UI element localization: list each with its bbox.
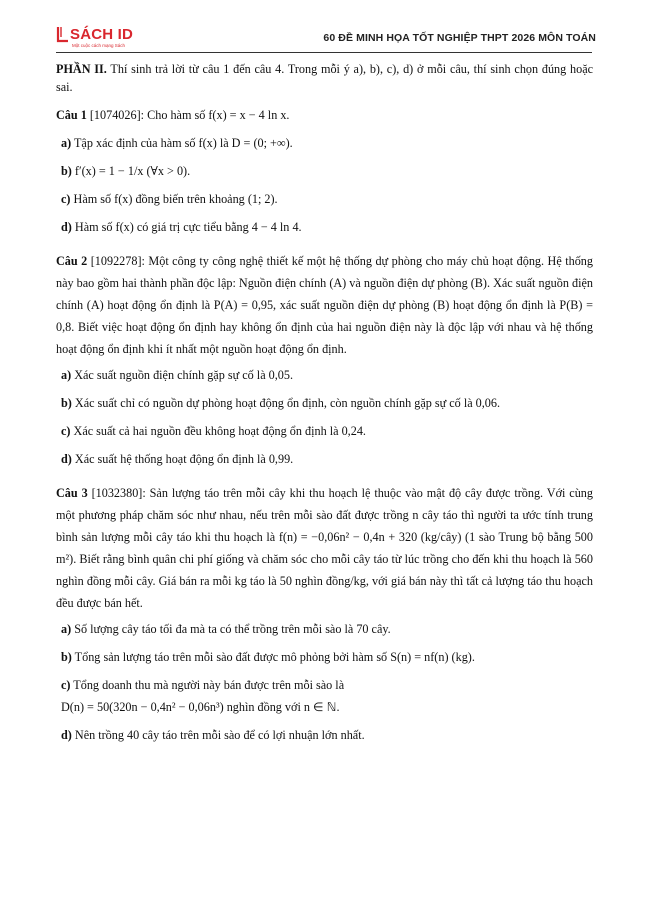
option-text: Tập xác định của hàm số f(x) là D = (0; +∞). [73,136,293,150]
option-text: Nên trồng 40 cây táo trên mỗi sào để có lợi nhuận lớn nhất. [74,728,365,742]
option-label: d) [61,220,72,234]
option-text: Hàm số f(x) có giá trị cực tiểu bằng 4 − 4 ln 4. [74,220,302,234]
question-1-option-d [56,218,593,236]
option-label: b) [61,650,72,664]
exam-content [56,60,593,754]
part-intro [56,60,593,96]
option-label: d) [61,728,72,742]
option-label: a) [61,368,72,382]
part-instruction: Thí sinh trả lời từ câu 1 đến câu 4. Trong mỗi ý a), b), c), d) ở mỗi câu, thí sinh chọn đúng hoặc sai. [56,62,594,94]
question-2-option-d [56,450,593,468]
book-icon [56,26,70,44]
brand-logo [56,26,156,50]
option-text: Tổng doanh thu mà người này bán được trên mỗi sào là [73,678,345,692]
option-label: c) [61,192,71,206]
logo-tagline: Một cuộc cách mạng Sách [72,43,126,48]
part-label: PHẦN II. [56,62,107,76]
revenue-formula: D(n) = 50(320n − 0,4n² − 0,06n³) nghìn đồng với n ∈ ℕ. [61,700,340,714]
question-3-code: [1032380]: [91,486,146,500]
question-2-text: Một công ty công nghệ thiết kế một hệ thống dự phòng cho máy chủ hoạt động. Hệ thống này bao gồm hai thành phần độc lập: Nguồn điện chính (A) và nguồn điện dự phòng (B). Xác suất nguồn điện chính (A) hoạt động ổn định là P(A) = 0,95, xác suất nguồn điện dự phòng (B) hoạt động ổn định là P(B) = 0,8. Biết việc hoạt động ổn định hay không ổn định của hai nguồn điện này là độc lập với nhau và hệ thống hoạt động ổn định khi ít nhất một nguồn hoạt động ổn định. [56,254,593,356]
option-label: b) [61,164,72,178]
question-1-text: Cho hàm số f(x) = x − 4 ln x. [147,108,290,122]
question-1-option-b [56,162,593,180]
question-3-option-b [56,648,593,666]
option-label: d) [61,452,72,466]
question-3-option-c-formula [56,698,593,716]
option-label: c) [61,678,71,692]
question-3-option-c [56,676,593,694]
question-2-option-b [56,394,593,412]
header-title: 60 ĐỀ MINH HỌA TỐT NGHIỆP THPT 2026 MÔN TOÁN [323,32,596,44]
option-text: Hàm số f(x) đồng biến trên khoảng (1; 2). [73,192,278,206]
question-1-code: [1074026]: [89,108,145,122]
option-text: Xác suất nguồn điện chính gặp sự cố là 0,05. [74,368,294,382]
question-2-code: [1092278]: [90,254,145,268]
logo-text: SÁCH ID [70,26,134,43]
option-label: a) [61,622,72,636]
question-3-text: Sản lượng táo trên mỗi cây khi thu hoạch lệ thuộc vào mật độ cây được trồng. Với cùng một phương pháp chăm sóc như nhau, nếu trên mỗi sào đất được trồng n cây táo thì người ta ước tính trung bình sản lượng mỗi cây táo khi thu hoạch là f(n) = −0,06n² − 0,4n + 320 (kg/cây) (1 sào Trung bộ bằng 500 m²). Biết rằng bình quân chi phí giống và chăm sóc cho mỗi cây táo từ lúc trồng cho đến khi thu hoạch là 560 nghìn đồng mỗi cây. Giá bán ra mỗi kg táo là 50 nghìn đồng/kg, với giá bán này thì tất cả lượng táo thu hoạch đều được bán hết. [56,486,593,610]
question-1-stem [56,106,593,124]
question-3-label: Câu 3 [56,486,88,500]
question-2-option-a [56,366,593,384]
question-2-stem [56,250,593,360]
option-label: b) [61,396,72,410]
option-text: Xác suất chỉ có nguồn dự phòng hoạt động ổn định, còn nguồn chính gặp sự cố là 0,06. [74,396,501,410]
question-2-label: Câu 2 [56,254,88,268]
question-2-option-c [56,422,593,440]
question-1-option-a [56,134,593,152]
page-header [56,22,596,52]
option-text: f′(x) = 1 − 1/x (∀x > 0). [74,164,191,178]
option-text: Tổng sản lượng táo trên mỗi sào đất được mô phỏng bởi hàm số S(n) = nf(n) (kg). [74,650,475,664]
question-1-option-c [56,190,593,208]
question-3-option-d [56,726,593,744]
option-text: Số lượng cây táo tối đa mà ta có thể trồng trên mỗi sào là 70 cây. [74,622,391,636]
question-1-label: Câu 1 [56,108,87,122]
question-3-stem [56,482,593,614]
option-text: Xác suất cả hai nguồn đều không hoạt động ổn định là 0,24. [73,424,366,438]
option-label: a) [61,136,72,150]
question-3-option-a [56,620,593,638]
header-divider [56,52,592,53]
option-label: c) [61,424,71,438]
option-text: Xác suất hệ thống hoạt động ổn định là 0,99. [74,452,294,466]
